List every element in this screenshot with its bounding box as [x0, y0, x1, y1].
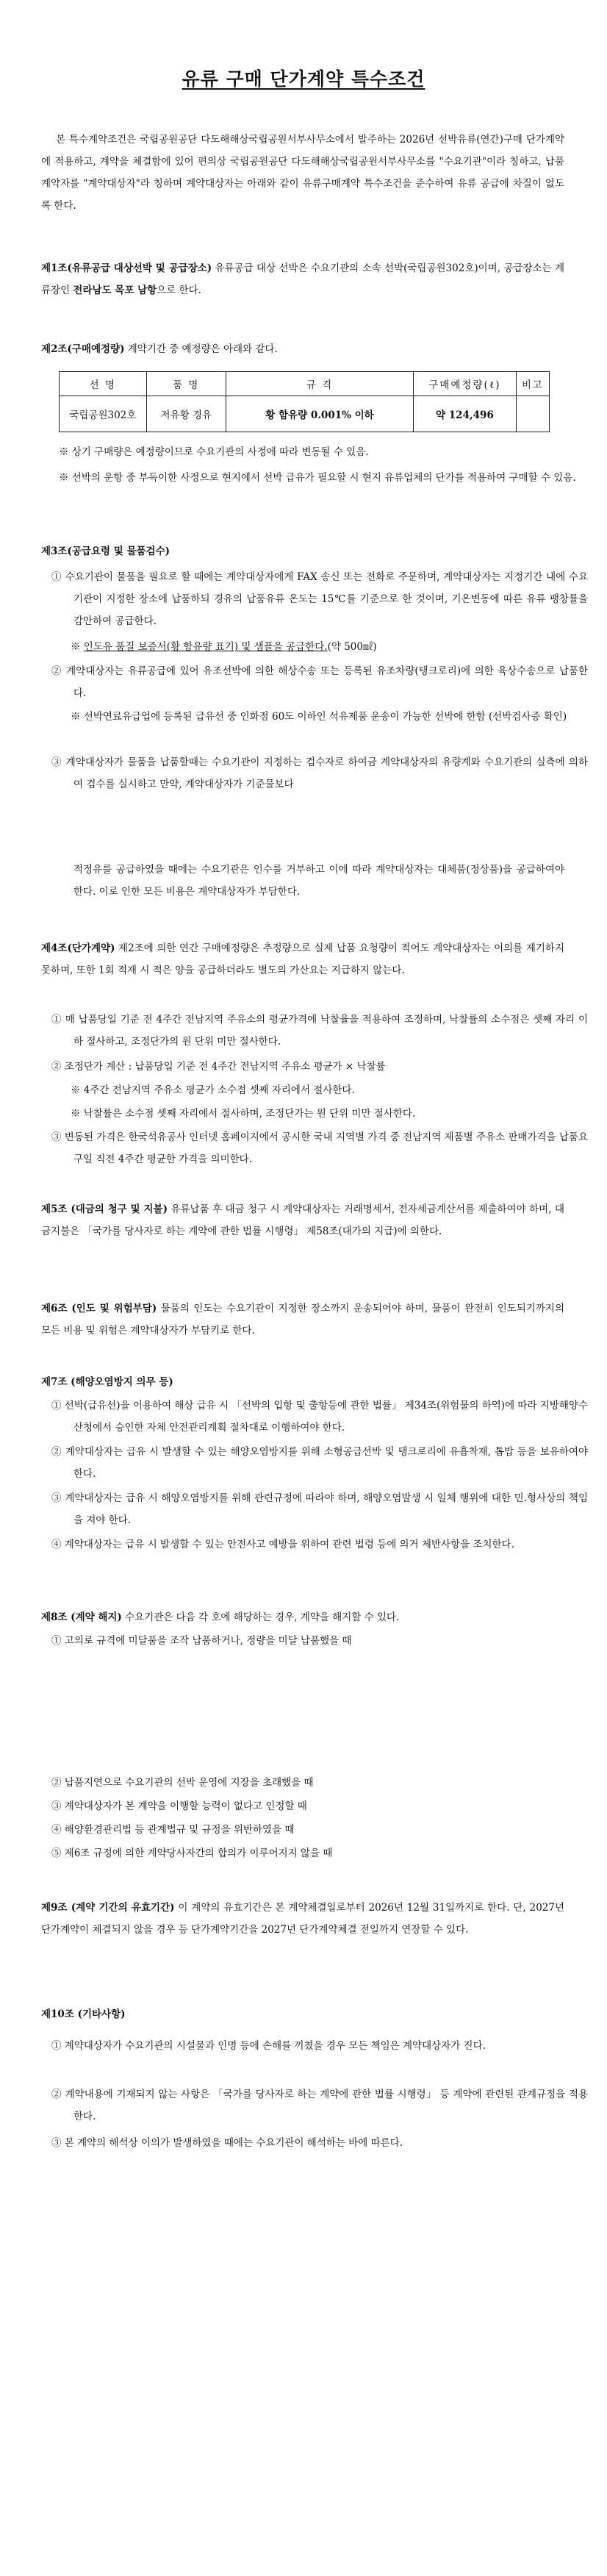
article-6-heading: 제6조 (인도 및 위험부담): [41, 1303, 157, 1314]
article-10-heading: 제10조 (기타사항): [41, 2008, 126, 2020]
article-9-heading: 제9조 (계약 기간의 유효기간): [41, 1902, 175, 1914]
art7-item-1: ① 선박(급유선)을 이용하여 해상 급유 시 「선박의 입항 및 출항등에 관한 법률」 제34조(위험물의 하역)에 따라 지방해양수산청에서 승인한 자체 안전관리계획 절차대로 이행하여야 한다.: [51, 1400, 588, 1434]
art8-item-2: ② 납품지연으로 수요기관의 선박 운영에 지장을 초래했을 때: [51, 1777, 314, 1789]
art4-note-2: ※ 낙찰률은 소수점 셋째 자리에서 절사하며, 조정단가는 원 단위 미만 절사한다.: [71, 1108, 416, 1120]
art2-note-2: ※ 선박의 운항 중 부득이한 사정으로 현지에서 선박 급유가 필요할 시 현지 유류업체의 단가를 적용하여 구매할 수 있음.: [59, 472, 576, 484]
art7-item-4: ④ 계약대상자는 급유 시 발생할 수 있는 안전사고 예방을 위하여 관련 법령 등에 의거 제반사항을 조치한다.: [51, 1539, 514, 1550]
art8-item-5: ⑤ 제6조 규정에 의한 계약당사자간의 합의가 이루어지지 않을 때: [51, 1847, 333, 1859]
art10-item-3: ③ 본 계약의 해석상 이의가 발생하였을 때에는 수요기관이 해석하는 바에 따른다.: [51, 2137, 403, 2149]
article-4-heading: 제4조(단가계약): [41, 942, 115, 954]
article-2: 제2조(구매예정량) 계약기간 중 예정량은 아래와 같다.: [41, 343, 278, 355]
article-10: [41, 2003, 564, 2025]
document-title: 유류 구매 단가계약 특수조건: [182, 68, 425, 90]
art3-item-1: ① 수요기관이 물품을 필요로 할 때에는 계약대상자에게 FAX 송신 또는 전화로 주문하며, 계약대상자는 지정기간 내에 수요기관이 지정한 장소에 납품하되 경유의 납품유류 온도는 15℃를 기준으로 한 것이며, 기온변동에 따른 유류 팽창률을 감안하여 공급한다.: [51, 571, 588, 627]
art2-note-1: ※ 상기 구매량은 예정량이므로 수요기관의 사정에 따라 변동될 수 있음.: [59, 446, 369, 458]
art8-item-1: ① 고의로 규격에 미달품을 조작 납품하거나, 정량을 미달 납품했을 때: [51, 1635, 352, 1647]
art3-note-2: ※ 선박연료유급업에 등록된 급유선 중 인화점 60도 이하인 석유제품 운송이 가능한 선박에 한함 (선박검사증 확인): [71, 711, 567, 723]
article-4: 제4조(단가계약) 제2조에 의한 연간 구매예정량은 추정량으로 실제 납품 요청량이 적어도 계약대상자는 이의를 제기하지 못하며, 또한 1회 적재 시 적은 양을 공급하더라도 별도의 가산요는 지급하지 않는다.: [41, 942, 564, 976]
table-header-row: 선 명 품 명 규 격 구매예정량(ℓ) 비고: [60, 372, 550, 396]
art8-item-4: ④ 해양환경관리법 등 관계법규 및 규정을 위반하였을 때: [51, 1824, 295, 1836]
article-1: 제1조(유류공급 대상선박 및 공급장소) 유류공급 대상 선박은 수요기관의 소속 선박(국립공원302호)이며, 공급장소는 계류장인 전라남도 목포 남항으로 한다.: [41, 262, 564, 296]
art4-item-1: ① 매 납품당일 기준 전 4주간 전남지역 주유소의 평균가격에 낙찰율을 적용하여 조정하며, 낙찰률의 소수점은 셋째 자리 이하 절사하고, 조정단가의 원 단위 미만 절사한다.: [51, 1014, 588, 1048]
art10-item-2: ② 계약내용에 기재되지 않는 사항은 「국가를 당사자로 하는 계약에 관한 법률 시행령」 등 계약에 관련된 관계규정을 적용한다.: [51, 2089, 588, 2122]
article-6: 제6조 (인도 및 위험부담) 물품의 인도는 수요기관이 지정한 장소까지 운송되어야 하며, 물품이 완전히 인도되기까지의 모든 비용 및 위험은 계약대상자가 부담키로 한다.: [41, 1303, 565, 1337]
article-1-heading: 제1조(유류공급 대상선박 및 공급장소): [41, 262, 212, 274]
art3-note-1: ※ 인도유 품질 보증서(황 함유량 표기) 및 샘플을 공급한다.(약 500㎖): [71, 641, 377, 653]
art4-note-1: ※ 4주간 전남지역 주유소 평균가 소수점 셋째 자리에서 절사한다.: [71, 1084, 355, 1096]
article-8-heading: 제8조 (계약 해지): [41, 1611, 122, 1623]
intro-paragraph: 본 특수계약조건은 국립공원공단 다도해해상국립공원서부사무소에서 발주하는 2026년 선박유류(연간)구매 단가계약에 적용하고, 계약을 체결함에 있어 편의상 국립공원공단 다도해해상국립공원서부사무소를 "수요기관"이라 칭하고, 납품계약자를 "계약대상자"라 칭하며 계약대상자는 아래와 같이 유류구매계약 특수조건을 준수하여 유류 공급에 차질이 없도록 한다.: [41, 134, 564, 212]
article-3: [41, 540, 564, 562]
table-row: 국립공원302호 저유황 경유 황 함유량 0.001% 이하 약 124,496: [60, 396, 550, 432]
article-8: 제8조 (계약 해지) 수요기관은 다음 각 호에 해당하는 경우, 계약을 해지할 수 있다.: [41, 1611, 400, 1623]
art3-item-2: ② 계약대상자는 유류공급에 있어 유조선박에 의한 해상수송 또는 등록된 유조차량(탱크로리)에 의한 육상수송으로 납품한다.: [51, 665, 588, 699]
art4-item-2: ② 조정단가 계산 : 납품당일 기준 전 4주간 전남지역 주유소 평균가 × 낙찰률: [51, 1061, 386, 1073]
art4-item-3: ③ 변동된 가격은 한국석유공사 인터넷 홈페이지에서 공시한 국내 지역별 가격 중 전남지역 제품별 주유소 판매가격을 납품요구일 직전 4주간 평균한 가격을 의미한다.: [51, 1131, 588, 1165]
article-7: [41, 1371, 564, 1393]
article-7-heading: 제7조 (해양오염방지 의무 등): [41, 1376, 173, 1388]
article-5: 제5조 (대금의 청구 및 지불) 유류납품 후 대금 청구 시 계약대상자는 거래명세서, 전자세금계산서를 제출하여야 하며, 대금지불은 「국가를 당사자로 하는 계약에 관한 법률 시행령」 제58조(대가의 지급)에 의한다.: [41, 1203, 564, 1237]
article-2-heading: 제2조(구매예정량): [41, 343, 125, 355]
article-5-heading: 제5조 (대금의 청구 및 지불): [41, 1203, 168, 1215]
art10-item-1: ① 계약대상자가 수요기관의 시설물과 인명 등에 손해를 끼쳤을 경우 모든 책임은 계약대상자가 진다.: [51, 2040, 486, 2052]
art3-item-3: ③ 계약대상자가 물품을 납품할때는 수요기관이 지정하는 검수자로 하여금 계약대상자의 유량계와 수요기관의 실측에 의하여 검수를 실시하고 만약, 계약대상자가 기준물보다: [51, 756, 588, 790]
art3-continuation: 적정유를 공급하였을 때에는 수요기관은 인수를 거부하고 이에 따라 계약대상자는 대체품(정상품)을 공급하여야 한다. 이로 인한 모든 비용은 계약대상자가 부담한다.: [73, 864, 564, 898]
art8-item-3: ③ 계약대상자가 본 계약을 이행할 능력이 없다고 인정할 때: [51, 1800, 307, 1812]
article-9: 제9조 (계약 기간의 유효기간) 이 계약의 유효기간은 본 계약체결일로부터 2026년 12월 31일까지로 한다. 단, 2027년 단가계약이 체결되지 않을 경우 등 단가계약기간을 2027년 단가계약체결 전일까지 연장할 수 있다.: [41, 1902, 564, 1936]
art7-item-2: ② 계약대상자는 급유 시 발생할 수 있는 해양오염방지를 위해 소형공급선박 및 탱크로리에 유흡착재, 톱밥 등을 보유하여야 한다.: [51, 1446, 588, 1480]
article-3-heading: 제3조(공급요령 및 물품검수): [41, 545, 170, 557]
purchase-table: [59, 371, 550, 432]
art7-item-3: ③ 계약대상자는 급유 시 해양오염방지를 위해 관련규정에 따라야 하며, 해양오염발생 시 일체 행위에 대한 민․형사상의 책임을 져야 한다.: [51, 1492, 588, 1526]
